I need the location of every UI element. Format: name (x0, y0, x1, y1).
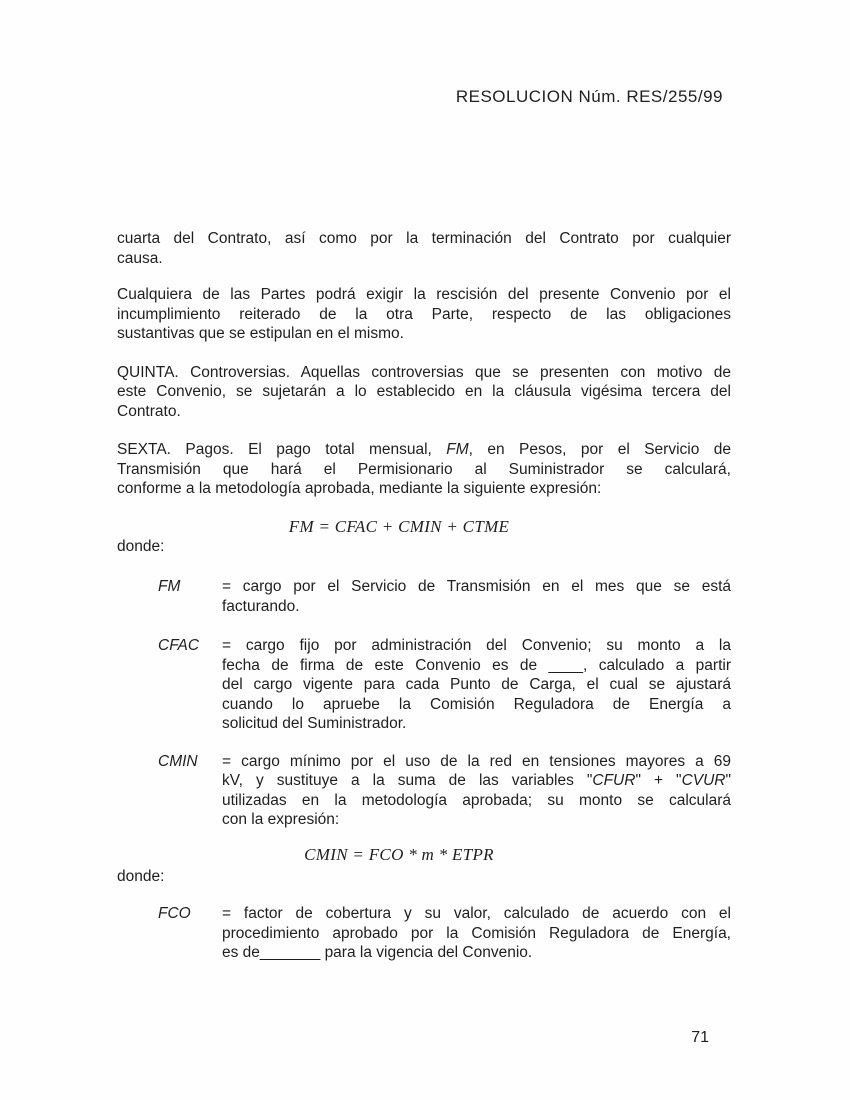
text-line: del cargo vigente para cada Punto de Carga, el cual se ajustará (222, 676, 731, 693)
text-line: conforme a la metodología aprobada, mediante la siguiente expresión: (117, 480, 602, 497)
definition-term-cfac: CFAC (158, 637, 200, 654)
text-line: sustantivas que se estipulan en el mismo. (117, 325, 404, 342)
text-line: Cualquiera de las Partes podrá exigir la rescisión del presente Convenio por el (117, 286, 731, 303)
text-line: kV, y sustituye a la suma de las variables "CFUR" + "CVUR" (222, 772, 731, 789)
paragraph-rescision (117, 285, 731, 344)
definition-term-fm: FM (158, 578, 181, 595)
formula-fm: FM = CFAC + CMIN + CTME (288, 516, 510, 536)
text-line: es de_______ para la vigencia del Convenio. (222, 944, 533, 961)
text-line: = cargo fijo por administración del Convenio; su monto a la (222, 637, 731, 654)
where-label-2: donde: (117, 867, 165, 885)
definition-row-fm (117, 577, 731, 616)
paragraph-sexta (117, 440, 731, 499)
document-body (117, 0, 731, 963)
definition-text-fco (222, 904, 731, 963)
where-label-1: donde: (117, 537, 165, 555)
formula-cmin: CMIN = FCO * m * ETPR (304, 844, 494, 864)
text-line: cuando lo apruebe la Comisión Reguladora de Energía a (222, 695, 731, 713)
text-line: utilizadas en la metodología aprobada; su monto se calculará (222, 791, 731, 809)
paragraph-cuarta (117, 229, 731, 268)
text-line: este Convenio, se sujetarán a lo establecido en la cláusula vigésima tercera del (117, 383, 731, 400)
document-header: RESOLUCION Núm. RES/255/99 (455, 87, 723, 106)
paragraph-quinta (117, 363, 731, 422)
definition-row-cmin (117, 752, 731, 830)
text-line: facturando. (222, 597, 300, 615)
text-line: QUINTA. Controversias. Aquellas controversias que se presenten con motivo de (117, 363, 731, 381)
text-line: solicitud del Suministrador. (222, 715, 407, 732)
definition-text-cfac (222, 636, 731, 734)
text-line: incumplimiento reiterado de la otra Parte, respecto de las obligaciones (117, 305, 731, 323)
text-line: SEXTA. Pagos. El pago total mensual, FM, en Pesos, por el Servicio de (117, 441, 731, 458)
text-line: procedimiento aprobado por la Comisión Reguladora de Energía, (222, 924, 731, 942)
definition-row-cfac (117, 636, 731, 734)
page-number: 71 (691, 1029, 709, 1046)
definition-row-fco (117, 904, 731, 963)
text-line: causa. (117, 249, 163, 267)
text-line: = factor de cobertura y su valor, calculado de acuerdo con el (222, 905, 731, 922)
definition-text-fm (222, 577, 731, 616)
definition-text-cmin (222, 752, 731, 830)
text-line: fecha de firma de este Convenio es de ____, calculado a partir (222, 656, 731, 674)
definition-term-cmin: CMIN (158, 752, 198, 770)
text-line: cuarta del Contrato, así como por la terminación del Contrato por cualquier (117, 230, 731, 247)
text-line: = cargo por el Servicio de Transmisión en el mes que se está (222, 578, 731, 595)
text-line: Contrato. (117, 402, 181, 420)
text-line: Transmisión que hará el Permisionario al Suministrador se calculará, (117, 460, 731, 478)
text-line: = cargo mínimo por el uso de la red en tensiones mayores a 69 (222, 752, 731, 770)
definition-term-fco: FCO (158, 905, 191, 922)
text-line: con la expresión: (222, 811, 340, 828)
